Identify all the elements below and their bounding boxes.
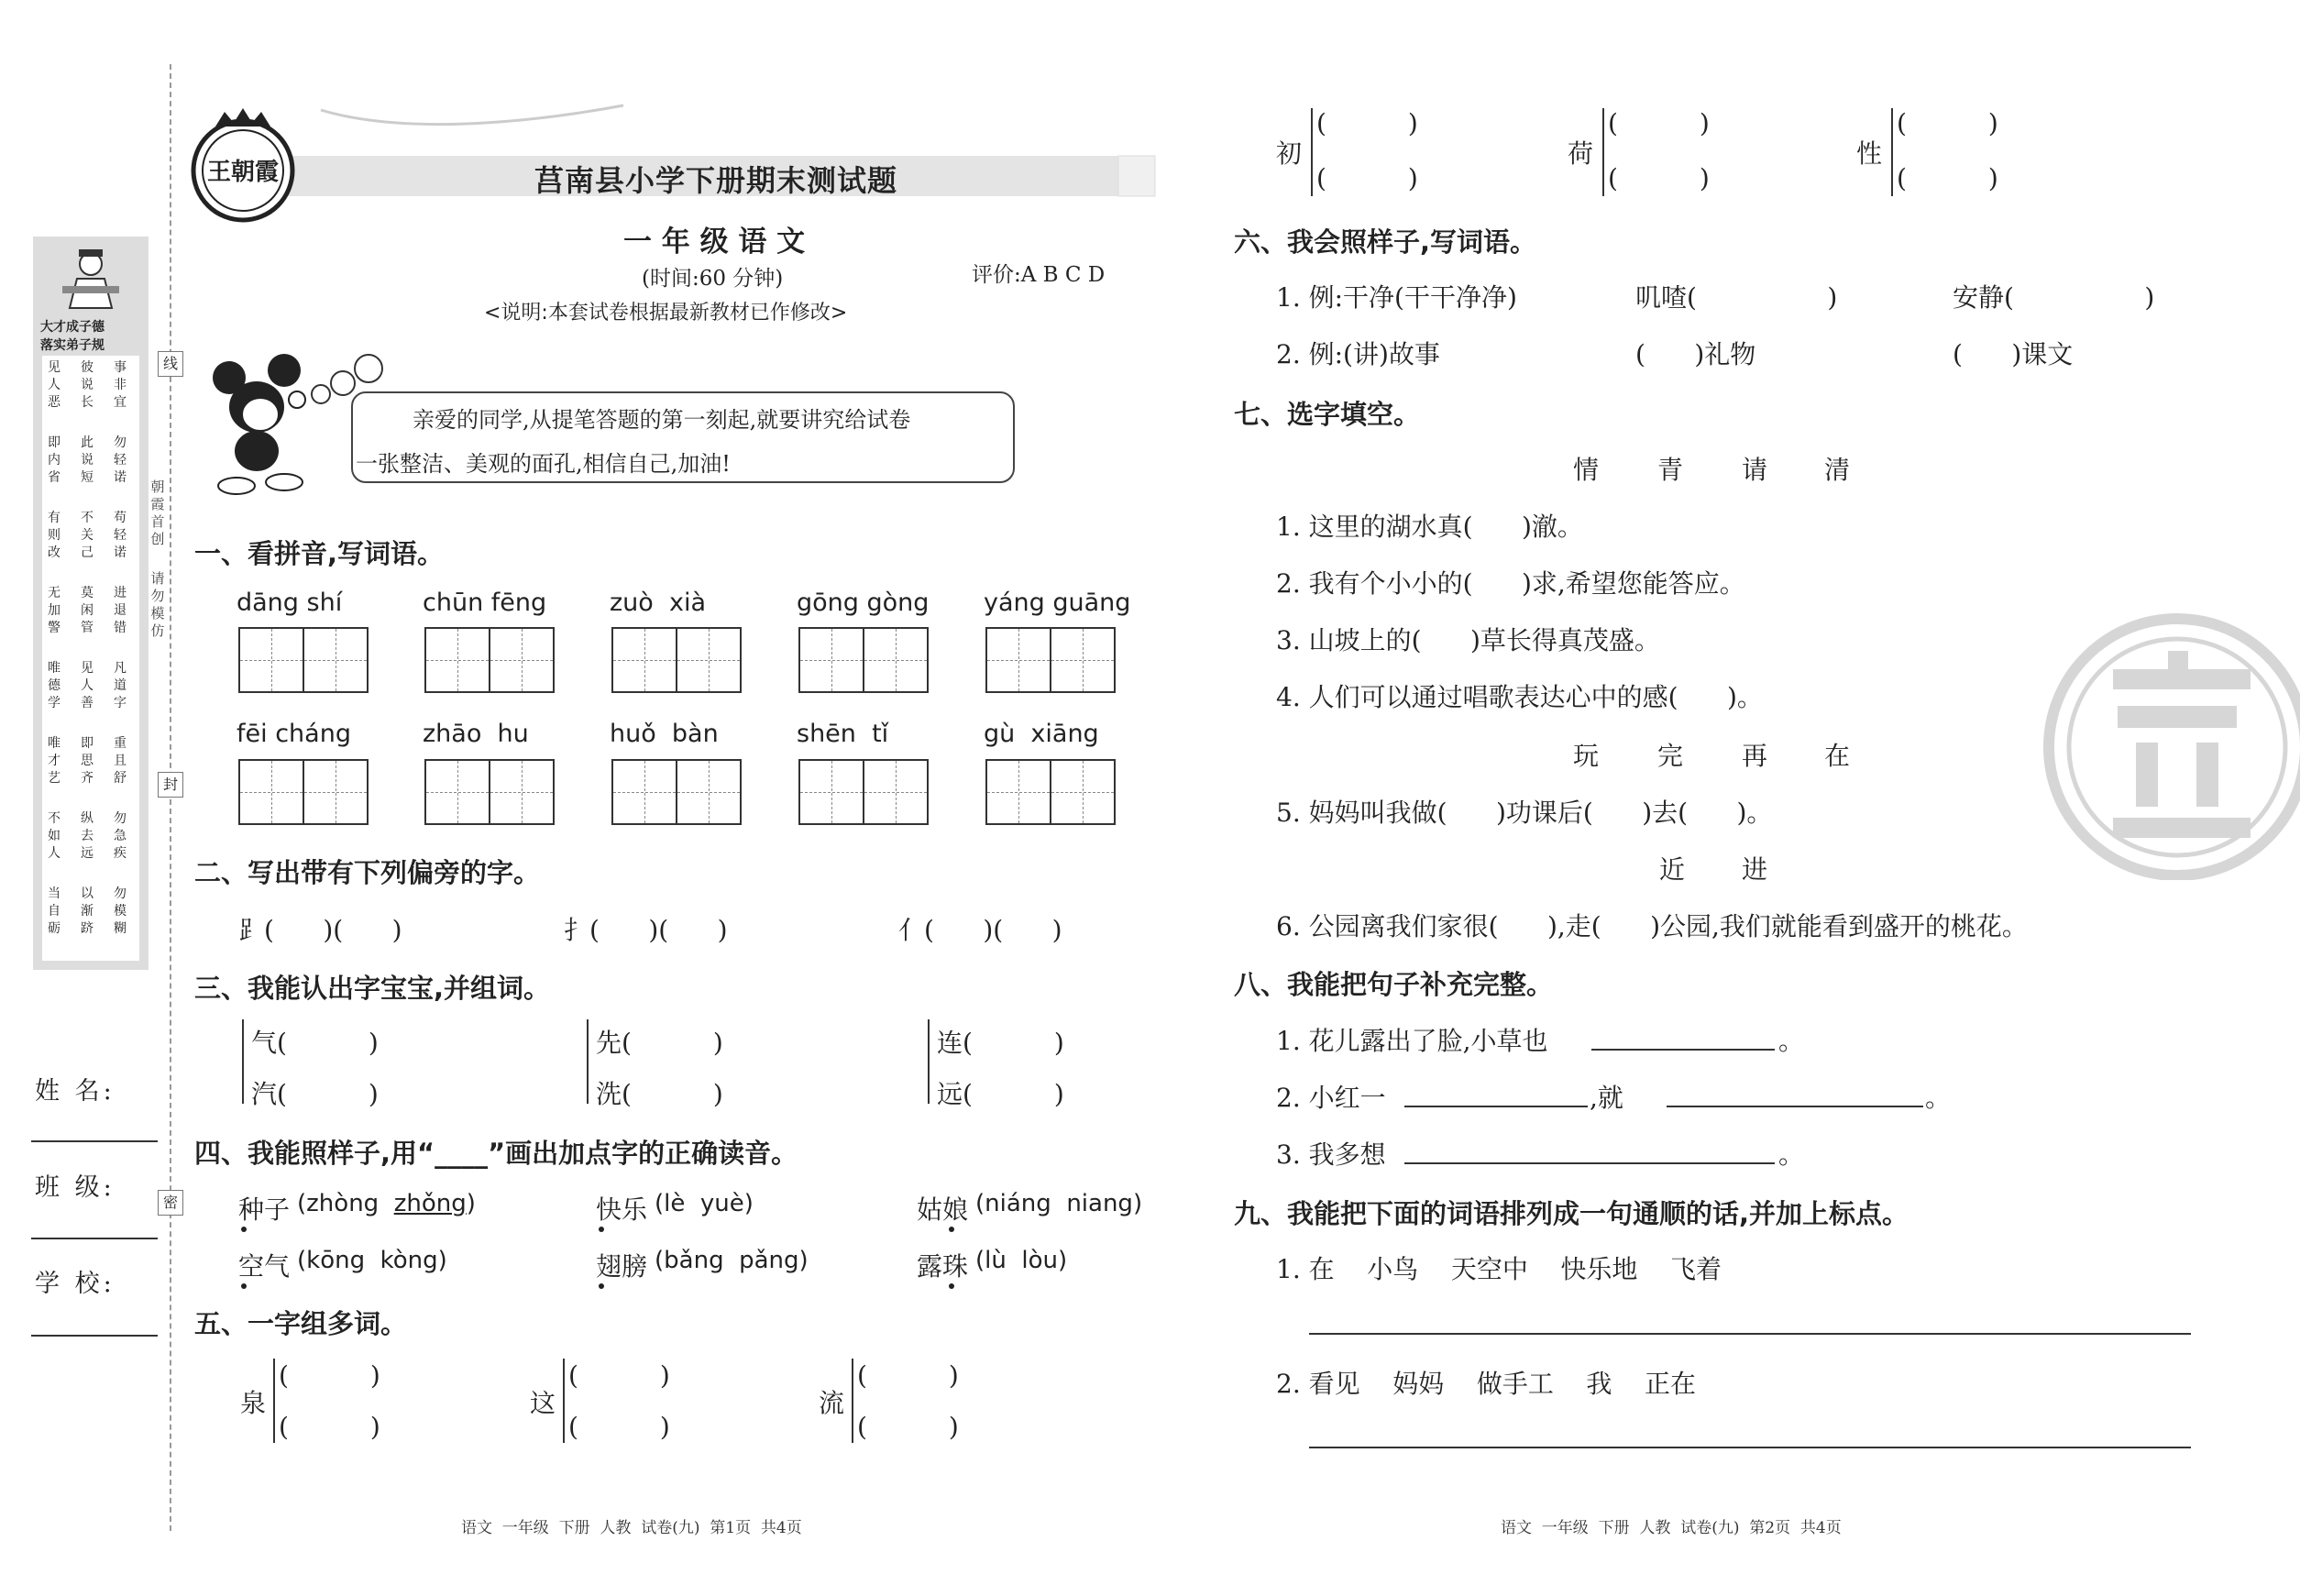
motto-column: 勿轻诺	[114, 435, 127, 485]
section-3-title: 三、我能认出字宝宝,并组词。	[194, 973, 551, 1004]
group-blank[interactable]: ( )	[568, 1412, 670, 1442]
section-8-title: 八、我能把句子补充完整。	[1234, 969, 1554, 1000]
writing-cell[interactable]	[798, 627, 864, 693]
motto-panel	[33, 237, 149, 970]
scholar-illustration	[61, 246, 121, 310]
pinyin-label: yáng guāng	[984, 589, 1131, 617]
writing-cell[interactable]	[1050, 759, 1116, 825]
pinyin-label: chūn fēng	[423, 589, 547, 617]
option-char: 请	[1742, 455, 1768, 485]
writing-cell[interactable]	[489, 627, 555, 693]
seal-mark-2: 封	[158, 772, 183, 798]
s8-blank-2b[interactable]	[1667, 1106, 1923, 1107]
pronunciation-word: 空气	[238, 1251, 291, 1282]
motto-column: 有则改	[48, 511, 61, 560]
mickey-icon	[209, 350, 310, 497]
s8-item-3: 3. 我多想	[1276, 1139, 1386, 1170]
s3-word-2a[interactable]: 先( )	[596, 1028, 723, 1058]
pronunciation-word: 姑娘	[917, 1194, 969, 1225]
motto-title-2: 落实弟子规	[40, 338, 105, 353]
s6-line2-c[interactable]: ( )课文	[1953, 339, 2074, 369]
motto-column: 唯才艺	[48, 736, 61, 786]
pinyin-options: (lè yuè)	[655, 1190, 754, 1217]
writing-cell[interactable]	[798, 759, 864, 825]
group-blank[interactable]: ( )	[857, 1360, 959, 1391]
motto-column: 见人恶	[48, 360, 61, 410]
option-char: 完	[1657, 741, 1684, 771]
section-7-title: 七、选字填空。	[1234, 399, 1421, 430]
footer-right: 语文 一年级 下册 人教 试卷(九) 第2页 共4页	[1501, 1519, 1842, 1537]
motto-text	[42, 356, 139, 961]
s3-brace-2	[587, 1019, 589, 1104]
radical-item-2[interactable]: 扌( )( )	[564, 915, 728, 945]
motto-column: 彼说长	[81, 360, 94, 410]
group-brace	[1891, 108, 1893, 196]
group-blank[interactable]: ( )	[279, 1412, 380, 1442]
writing-cell[interactable]	[489, 759, 555, 825]
fill-sentence[interactable]: 4. 人们可以通过唱歌表达心中的感( )。	[1276, 682, 1763, 712]
motto-column: 不关己	[81, 511, 94, 560]
s6-line1-a: 1. 例:干净(干干净净)	[1276, 282, 1517, 313]
s6-line2-b[interactable]: ( )礼物	[1635, 339, 1756, 369]
pinyin-options: (niáng niang)	[975, 1190, 1143, 1217]
group-char: 流	[819, 1388, 845, 1418]
s3-word-1a[interactable]: 气( )	[251, 1028, 379, 1058]
radical-item-3[interactable]: 亻( )( )	[898, 915, 1062, 945]
s9-answer-line-1[interactable]	[1309, 1333, 2191, 1335]
seal-mark-1: 线	[158, 351, 183, 377]
writing-cell[interactable]	[985, 759, 1051, 825]
grade-label: 评价:A B C D	[972, 263, 1106, 287]
motto-column: 进退错	[114, 586, 127, 635]
group-brace	[563, 1359, 565, 1443]
motto-column: 事非宜	[114, 360, 127, 410]
group-blank[interactable]: ( )	[1316, 163, 1418, 193]
fill-sentence[interactable]: 2. 我有个小小的( )求,希望您能答应。	[1276, 568, 1745, 599]
writing-cell[interactable]	[1050, 627, 1116, 693]
group-blank[interactable]: ( )	[1897, 108, 1998, 138]
emphasis-dot	[241, 1227, 247, 1232]
writing-cell[interactable]	[676, 759, 742, 825]
footer-left: 语文 一年级 下册 人教 试卷(九) 第1页 共4页	[461, 1519, 802, 1537]
group-brace	[852, 1359, 853, 1443]
writing-cell[interactable]	[424, 627, 490, 693]
s8-end-1: 。	[1778, 1026, 1805, 1056]
fold-line	[170, 64, 171, 1531]
group-blank[interactable]: ( )	[1608, 108, 1710, 138]
s8-blank-3[interactable]	[1404, 1162, 1775, 1164]
option-char: 青	[1657, 455, 1684, 485]
pinyin-label: gù xiāng	[984, 720, 1099, 748]
pinyin-label: shēn tǐ	[797, 720, 889, 748]
pinyin-option[interactable]: zhòng	[306, 1190, 380, 1217]
pinyin-label: dāng shí	[237, 589, 343, 617]
class-label: 班 级:	[35, 1173, 116, 1202]
writing-cell[interactable]	[863, 627, 929, 693]
motto-column: 当自砺	[48, 886, 61, 936]
s3-word-1b[interactable]: 汽( )	[251, 1079, 379, 1109]
writing-cell[interactable]	[238, 759, 304, 825]
section-4-title: 四、我能照样子,用“____”画出加点字的正确读音。	[194, 1138, 798, 1169]
s9-answer-line-2[interactable]	[1309, 1447, 2191, 1448]
s8-item-2b: ,就	[1590, 1083, 1623, 1113]
exam-time: (时间:60 分钟)	[642, 267, 784, 291]
s3-brace-3	[928, 1019, 930, 1104]
svg-text:王朝霞: 王朝霞	[206, 159, 280, 186]
s6-line1-c[interactable]: 安静( )	[1953, 282, 2155, 313]
pinyin-options: (bǎng pǎng)	[655, 1247, 809, 1274]
fill-sentence[interactable]: 6. 公园离我们家很( ),走( )公园,我们就能看到盛开的桃花。	[1276, 911, 2028, 941]
s3-brace-1	[242, 1019, 244, 1104]
option-char: 近	[1659, 854, 1686, 885]
school-line[interactable]	[31, 1335, 158, 1337]
s3-word-3b[interactable]: 远( )	[937, 1079, 1064, 1109]
pinyin-option[interactable]: lù	[985, 1247, 1007, 1274]
section-5-title: 五、一字组多词。	[194, 1308, 408, 1339]
motto-column: 勿急疾	[114, 811, 127, 861]
pronunciation-word: 快乐	[596, 1194, 648, 1225]
motto-column: 重且舒	[114, 736, 127, 786]
section-9-title: 九、我能把下面的词语排列成一句通顺的话,并加上标点。	[1234, 1198, 1909, 1229]
pinyin-label: zuò xià	[610, 589, 706, 617]
group-char: 初	[1276, 138, 1303, 169]
motto-column: 无加警	[48, 586, 61, 635]
emphasis-dot	[241, 1283, 247, 1289]
group-brace	[273, 1359, 275, 1443]
s8-blank-2a[interactable]	[1404, 1106, 1588, 1107]
pinyin-option[interactable]: kōng	[306, 1247, 366, 1274]
motto-column: 苟轻诺	[114, 511, 127, 560]
fill-sentence[interactable]: 3. 山坡上的( )草长得真茂盛。	[1276, 625, 1660, 655]
option-char: 玩	[1573, 741, 1600, 771]
radical-item-1[interactable]: ⻊( )( )	[238, 915, 402, 945]
pinyin-label: gōng gòng	[797, 589, 930, 617]
fill-sentence[interactable]: 1. 这里的湖水真( )澈。	[1276, 512, 1583, 542]
pinyin-option[interactable]: zhǒng	[393, 1190, 467, 1217]
group-char: 泉	[240, 1388, 267, 1418]
class-line[interactable]	[31, 1238, 158, 1239]
motto-column: 勿模糊	[114, 886, 127, 936]
writing-cell[interactable]	[238, 627, 304, 693]
motto-column: 见人善	[81, 661, 94, 710]
emphasis-dot	[949, 1283, 954, 1289]
group-blank[interactable]: ( )	[1316, 108, 1418, 138]
pinyin-label: huǒ bàn	[610, 720, 719, 748]
option-char: 进	[1742, 854, 1768, 885]
pinyin-option[interactable]: yuè	[699, 1190, 744, 1217]
vertical-note-2: 请勿模仿	[150, 570, 165, 639]
pinyin-option[interactable]: pǎng	[739, 1247, 799, 1274]
name-line[interactable]	[31, 1140, 158, 1142]
s8-end-3: 。	[1778, 1139, 1805, 1170]
s8-blank-1[interactable]	[1591, 1049, 1775, 1051]
writing-cell[interactable]	[303, 627, 369, 693]
group-blank[interactable]: ( )	[857, 1412, 959, 1442]
section-2-title: 二、写出带有下列偏旁的字。	[194, 857, 541, 888]
s6-line2-a: 2. 例:(讲)故事	[1276, 339, 1440, 369]
option-char: 再	[1742, 741, 1768, 771]
writing-cell[interactable]	[611, 759, 677, 825]
group-char: 这	[530, 1388, 556, 1418]
motto-column: 不如人	[48, 811, 61, 861]
option-char: 情	[1573, 455, 1600, 485]
motto-column: 莫闲管	[81, 586, 94, 635]
motto-column: 纵去远	[81, 811, 94, 861]
intro-line-1: 亲爱的同学,从提笔答题的第一刻起,就要讲究给试卷	[413, 407, 911, 433]
pinyin-option[interactable]: kòng	[380, 1247, 438, 1274]
pinyin-option[interactable]: niáng	[985, 1190, 1051, 1217]
option-char: 在	[1824, 741, 1851, 771]
s8-end-2: 。	[1925, 1083, 1952, 1113]
writing-cell[interactable]	[424, 759, 490, 825]
group-char: 荷	[1568, 138, 1594, 169]
s9-item-2: 2. 看见 妈妈 做手工 我 正在	[1276, 1369, 1697, 1399]
pronunciation-word: 翅膀	[596, 1251, 648, 1282]
s8-item-2a: 2. 小红一	[1276, 1083, 1386, 1113]
pronunciation-word: 露珠	[917, 1251, 969, 1282]
pinyin-label: zhāo hu	[423, 720, 529, 748]
motto-column: 即思齐	[81, 736, 94, 786]
writing-cell[interactable]	[863, 759, 929, 825]
pinyin-option[interactable]: lòu	[1021, 1247, 1058, 1274]
section-6-title: 六、我会照样子,写词语。	[1234, 226, 1537, 258]
group-brace	[1311, 108, 1313, 196]
pinyin-option[interactable]: lè	[664, 1190, 686, 1217]
s6-line1-b[interactable]: 叽喳( )	[1635, 282, 1838, 313]
motto-column: 即内省	[48, 435, 61, 485]
intro-line-2: 一张整洁、美观的面孔,相信自己,加油!	[356, 451, 731, 477]
emphasis-dot	[949, 1227, 954, 1232]
group-blank[interactable]: ( )	[1897, 163, 1998, 193]
writing-cell[interactable]	[985, 627, 1051, 693]
pinyin-label: fēi cháng	[237, 720, 351, 748]
motto-column: 凡道字	[114, 661, 127, 710]
writing-cell[interactable]	[303, 759, 369, 825]
vertical-note-1: 朝霞首创	[150, 479, 165, 547]
secret-seal-watermark	[2026, 605, 2300, 880]
page-title: 莒南县小学下册期末测试题	[534, 163, 898, 198]
pronunciation-word: 种子	[238, 1194, 291, 1225]
section-1-title: 一、看拼音,写词语。	[194, 538, 445, 569]
writing-cell[interactable]	[611, 627, 677, 693]
group-blank[interactable]: ( )	[1608, 163, 1710, 193]
name-label: 姓 名:	[35, 1077, 116, 1106]
fill-sentence[interactable]: 5. 妈妈叫我做( )功课后( )去( )。	[1276, 798, 1773, 828]
s3-word-2b[interactable]: 洗( )	[596, 1079, 723, 1109]
motto-column: 唯德学	[48, 661, 61, 710]
exam-note: <说明:本套试卷根据最新教材已作修改>	[484, 302, 848, 325]
pinyin-option[interactable]: niang	[1066, 1190, 1133, 1217]
group-brace	[1602, 108, 1604, 196]
subject-title: 一 年 级 语 文	[623, 226, 806, 259]
wangzhaoxia-logo	[188, 108, 298, 227]
pinyin-options: (zhòng zhǒng)	[297, 1190, 476, 1217]
group-blank[interactable]: ( )	[279, 1360, 380, 1391]
s8-item-1: 1. 花儿露出了脸,小草也	[1276, 1026, 1548, 1056]
s3-word-3a[interactable]: 连( )	[937, 1028, 1064, 1058]
emphasis-dot	[599, 1227, 604, 1232]
pinyin-options: (lù lòu)	[975, 1247, 1068, 1274]
seal-mark-3: 密	[158, 1190, 183, 1216]
group-char: 性	[1856, 138, 1883, 169]
school-label: 学 校:	[35, 1270, 116, 1298]
writing-cell[interactable]	[676, 627, 742, 693]
pinyin-option[interactable]: bǎng	[664, 1247, 724, 1274]
s9-item-1: 1. 在 小鸟 天空中 快乐地 飞着	[1276, 1254, 1722, 1284]
group-blank[interactable]: ( )	[568, 1360, 670, 1391]
pinyin-options: (kōng kòng)	[297, 1247, 447, 1274]
option-char: 清	[1824, 455, 1851, 485]
motto-title-1: 大才成子德	[40, 320, 105, 335]
emphasis-dot	[599, 1283, 604, 1289]
motto-column: 此说短	[81, 435, 94, 485]
motto-column: 以渐跻	[81, 886, 94, 936]
